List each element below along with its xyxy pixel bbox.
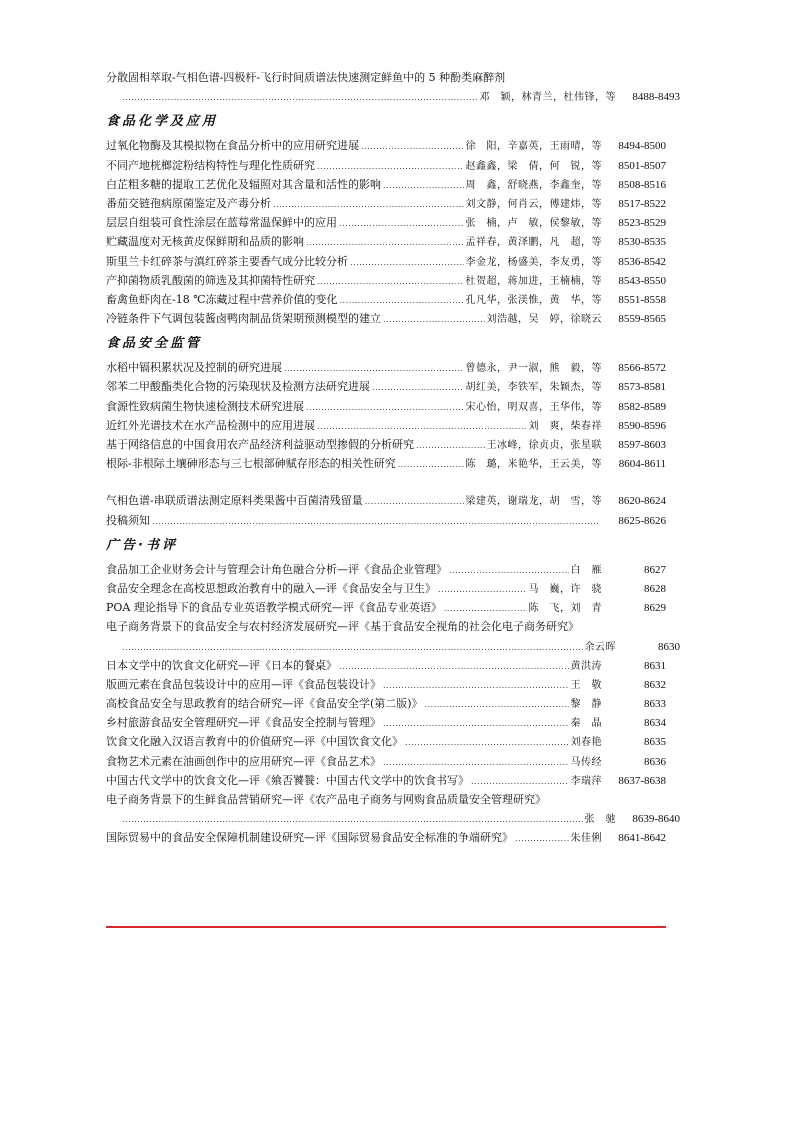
toc-entry [106, 232, 666, 251]
entry-authors: 黎 静 [570, 699, 602, 711]
entry-title: 不同产地桄榔淀粉结构特性与理化性质研究 [106, 158, 315, 172]
toc-entry [106, 271, 666, 290]
entry-authors: 孟祥春，黄泽鹏，凡 超，等 [465, 237, 602, 249]
entry-authors: 刘浩越，吴 婷，徐晓云 [486, 314, 602, 326]
leader-dots [444, 598, 527, 618]
entry-authors: 赵鑫鑫，梁 倩，何 锐，等 [465, 160, 602, 172]
entry-title: POA 理论指导下的食品专业英语教学模式研究—评《食品专业英语》 [106, 601, 442, 615]
entry-title: 基于网络信息的中国食用农产品经济利益驱动型掺假的分析研究 [106, 438, 414, 451]
table-of-contents [106, 68, 680, 848]
entry-title: 食物艺术元素在油画创作中的应用研究—评《食品艺术》 [106, 754, 381, 768]
toc-entry [106, 637, 680, 656]
entry-pages: 8631 [644, 659, 666, 672]
toc-entry [106, 377, 666, 396]
toc-entry [106, 252, 666, 271]
entry-pages: 8604-8611 [618, 458, 666, 471]
toc-entry [106, 309, 666, 328]
entry-title: 过氧化物酶及其模拟物在食品分析中的应用研究进展 [106, 139, 359, 153]
entry-pages: 8630 [658, 640, 680, 653]
entry-authors: 刘文静，何肖云，傅建炜，等 [465, 198, 602, 210]
entry-title: 电子商务背景下的食品安全与农村经济发展研究—评《基于食品安全视角的社会化电子商务研究》 [106, 620, 579, 634]
misc-entries [106, 491, 666, 529]
leader-dots [306, 397, 464, 417]
entry-title: 食源性致病菌生物快速检测技术研究进展 [106, 399, 304, 413]
leader-dots [339, 656, 569, 676]
toc-entry [106, 694, 666, 713]
entry-pages: 8517-8522 [618, 197, 666, 210]
entry-pages: 8573-8581 [618, 381, 666, 394]
entry-authors: 邓 颖，林青兰，杜伟锋，等 [479, 92, 616, 104]
leader-dots [365, 491, 464, 511]
toc-entry [106, 752, 666, 771]
entry-title: 版画元素在食品包装设计中的应用—评《食品包装设计》 [106, 677, 381, 691]
toc-entry [106, 809, 680, 828]
leader-dots [425, 694, 569, 714]
entry-authors: 徐 阳，辛嘉英，王雨晴，等 [465, 141, 602, 153]
entry-title: 层层自组装可食性涂层在蓝莓常温保鲜中的应用 [106, 216, 337, 230]
entry-authors: 刘 爽，柴春祥 [528, 420, 602, 432]
entry-authors: 王冰峰，徐贞贞，张星联 [486, 440, 602, 451]
entry-pages: 8629 [644, 602, 666, 615]
leader-dots [383, 713, 569, 733]
entry-pages: 8530-8535 [618, 236, 666, 249]
leader-dots [361, 136, 464, 156]
section-heading-ads-reviews: 广告·书评 [106, 537, 178, 553]
entry-title: 国际贸易中的食品安全保障机制建设研究—评《国际贸易食品安全标准的争端研究》 [106, 831, 513, 845]
entry-authors: 黄洪涛 [570, 660, 602, 672]
entry-title: 畜禽鱼虾肉在-18 ℃冻藏过程中营养价值的变化 [106, 292, 338, 306]
spacer [106, 473, 666, 491]
entry-title: 产抑菌物质乳酸菌的筛选及其抑菌特性研究 [106, 273, 315, 287]
leader-dots [449, 560, 569, 580]
entry-authors: 陈 飞，刘 青 [528, 603, 602, 615]
entry-pages: 8582-8589 [618, 400, 666, 413]
entry-pages: 8641-8642 [618, 832, 666, 845]
toc-entry [106, 828, 666, 847]
leader-dots [273, 194, 464, 214]
section-entries-food-chemistry [106, 136, 666, 328]
toc-entry [106, 713, 666, 732]
entry-title: 投稿须知 [106, 513, 150, 527]
toc-entry [106, 511, 666, 530]
entry-pages: 8632 [644, 678, 666, 691]
entry-title: 邻苯二甲酸酯类化合物的污染现状及检测方法研究进展 [106, 380, 370, 394]
toc-entry [106, 771, 666, 790]
entry-pages: 8551-8558 [618, 293, 666, 306]
leader-dots [383, 175, 464, 195]
toc-entry [106, 790, 666, 809]
entry-pages: 8536-8542 [618, 255, 666, 268]
toc-entry [106, 397, 666, 416]
entry-title: 分散固相萃取-气相色谱-四极杆-飞行时间质谱法快速测定鲜鱼中的 5 种酚类麻醉剂 [106, 71, 506, 84]
entry-authors: 胡红美，李铁军，朱颖杰，等 [465, 382, 602, 394]
leader-dots [122, 637, 583, 657]
section-entries-ads-reviews [106, 560, 680, 848]
toc-entry [106, 136, 666, 155]
entry-authors: 张 楠，卢 敏，侯黎敏，等 [465, 218, 602, 230]
toc-entry-top [106, 68, 666, 87]
entry-authors: 周 鑫，舒晓燕，李鑫奎，等 [465, 179, 602, 191]
toc-entry [106, 290, 666, 309]
entry-authors: 马 巍，许 骁 [528, 583, 602, 595]
toc-entry [106, 491, 666, 510]
leader-dots [383, 675, 569, 695]
entry-pages: 8628 [644, 582, 666, 595]
toc-entry [106, 598, 666, 617]
entry-pages: 8543-8550 [618, 274, 666, 287]
toc-entry [106, 579, 666, 598]
entry-pages: 8639-8640 [632, 813, 680, 826]
entry-title: 白芷粗多糖的提取工艺优化及辐照对其含量和活性的影响 [106, 177, 381, 191]
toc-entry [106, 617, 666, 636]
leader-dots [398, 454, 464, 474]
toc-entry-top-cont [106, 87, 680, 106]
entry-title: 斯里兰卡红碎茶与滇红碎茶主要香气成分比较分析 [106, 254, 348, 268]
entry-authors: 朱佳俐 [570, 833, 602, 845]
leader-dots [152, 511, 600, 531]
entry-pages: 8625-8626 [618, 514, 666, 527]
red-underline [106, 926, 666, 928]
entry-pages: 8597-8603 [618, 439, 666, 451]
entry-authors: 李金龙，杨盛美，李友勇，等 [465, 256, 602, 268]
entry-pages: 8494-8500 [618, 140, 666, 153]
entry-authors: 刘春艳 [570, 737, 602, 749]
toc-entry [106, 156, 666, 175]
entry-pages: 8559-8565 [618, 313, 666, 326]
entry-authors: 宋心怡，明双喜，王华伟，等 [465, 401, 602, 413]
entry-authors: 杜贺超，蒋加进，王楠楠，等 [465, 275, 602, 287]
leader-dots [284, 358, 464, 378]
toc-entry [106, 358, 666, 377]
entry-pages: 8508-8516 [618, 178, 666, 191]
section-entries-food-safety [106, 358, 666, 473]
entry-title: 电子商务背景下的生鲜食品营销研究—评《农产品电子商务与网购食品质量安全管理研究》 [106, 793, 546, 806]
entry-authors: 王 敬 [570, 679, 602, 691]
toc-entry [106, 175, 666, 194]
entry-authors: 孔凡华，张渼惟，黄 华，等 [465, 294, 602, 306]
entry-title: 气相色谱-串联质谱法测定原料类果酱中百菌清残留量 [106, 494, 363, 508]
leader-dots [122, 87, 478, 107]
entry-authors: 张 驰 [584, 814, 616, 826]
entry-authors: 李瑞萍 [570, 775, 602, 787]
entry-authors: 余云晖 [584, 641, 616, 653]
entry-pages: 8634 [644, 717, 666, 730]
leader-dots [416, 435, 485, 455]
leader-dots [306, 232, 464, 252]
entry-pages: 8590-8596 [618, 419, 666, 432]
toc-entry [106, 454, 666, 473]
toc-entry [106, 416, 666, 435]
entry-pages: 8501-8507 [618, 159, 666, 172]
entry-title: 番茄交链孢病原菌鉴定及产毒分析 [106, 196, 271, 210]
entry-title: 乡村旅游食品安全管理研究—评《食品安全控制与管理》 [106, 716, 381, 730]
entry-pages: 8620-8624 [618, 495, 666, 508]
toc-entry [106, 675, 666, 694]
section-heading-food-chemistry: 食品化学及应用 [106, 114, 219, 130]
entry-pages: 8633 [644, 698, 666, 711]
leader-dots [405, 732, 569, 752]
leader-dots [383, 309, 485, 329]
leader-dots [122, 809, 583, 829]
leader-dots [317, 271, 464, 291]
toc-entry [106, 560, 666, 579]
leader-dots [317, 156, 464, 176]
entry-pages: 8627 [644, 563, 666, 576]
leader-dots [339, 213, 464, 233]
entry-pages: 8523-8529 [618, 217, 666, 230]
entry-authors: 秦 晶 [570, 718, 602, 730]
entry-authors: 白 雁 [570, 564, 602, 576]
entry-pages: 8636 [644, 755, 666, 768]
entry-pages: 8635 [644, 736, 666, 749]
entry-title: 近红外光谱技术在水产品检测中的应用进展 [106, 418, 315, 432]
leader-dots [383, 752, 569, 772]
entry-title: 食品安全理念在高校思想政治教育中的融入—评《食品安全与卫生》 [106, 581, 436, 595]
entry-title: 中国古代文学中的饮食文化—评《飨否饕餮：中国古代文学中的饮食书写》 [106, 773, 469, 787]
entry-title: 日本文学中的饮食文化研究—评《日本的餐桌》 [106, 658, 337, 672]
entry-authors: 陈 璐，米艳华，王云美，等 [465, 459, 602, 471]
entry-title: 高校食品安全与思政教育的结合研究—评《食品安全学(第二版)》 [106, 697, 423, 711]
entry-pages: 8566-8572 [618, 362, 666, 375]
entry-title: 根际-非根际土壤砷形态与三七根部砷赋存形态的相关性研究 [106, 457, 396, 471]
entry-title: 贮藏温度对无核黄皮保鲜期和品质的影响 [106, 235, 304, 249]
leader-dots [340, 290, 464, 310]
section-heading-food-safety: 食品安全监管 [106, 336, 203, 352]
leader-dots [317, 416, 527, 436]
entry-title: 食品加工企业财务会计与管理会计角色融合分析—评《食品企业管理》 [106, 562, 447, 576]
leader-dots [471, 771, 569, 791]
entry-title: 冷链条件下气调包装酱卤鸭肉制品货架期预测模型的建立 [106, 312, 381, 326]
leader-dots [350, 252, 464, 272]
toc-entry [106, 732, 666, 751]
entry-authors: 梁建英，谢瑞龙，胡 雪，等 [465, 496, 602, 508]
leader-dots [438, 579, 527, 599]
entry-title: 水稻中镉积累状况及控制的研究进展 [106, 361, 282, 375]
entry-authors: 马传经 [570, 756, 602, 768]
toc-entry [106, 194, 666, 213]
leader-dots [515, 828, 569, 848]
entry-pages: 8488-8493 [632, 91, 680, 104]
entry-authors: 曾德永，尹一淑，熊 毅，等 [465, 363, 602, 375]
entry-pages: 8637-8638 [618, 774, 666, 787]
entry-title: 饮食文化融入汉语言教育中的价值研究—评《中国饮食文化》 [106, 735, 403, 749]
toc-entry [106, 435, 666, 454]
toc-entry [106, 656, 666, 675]
leader-dots [372, 377, 464, 397]
toc-entry [106, 213, 666, 232]
